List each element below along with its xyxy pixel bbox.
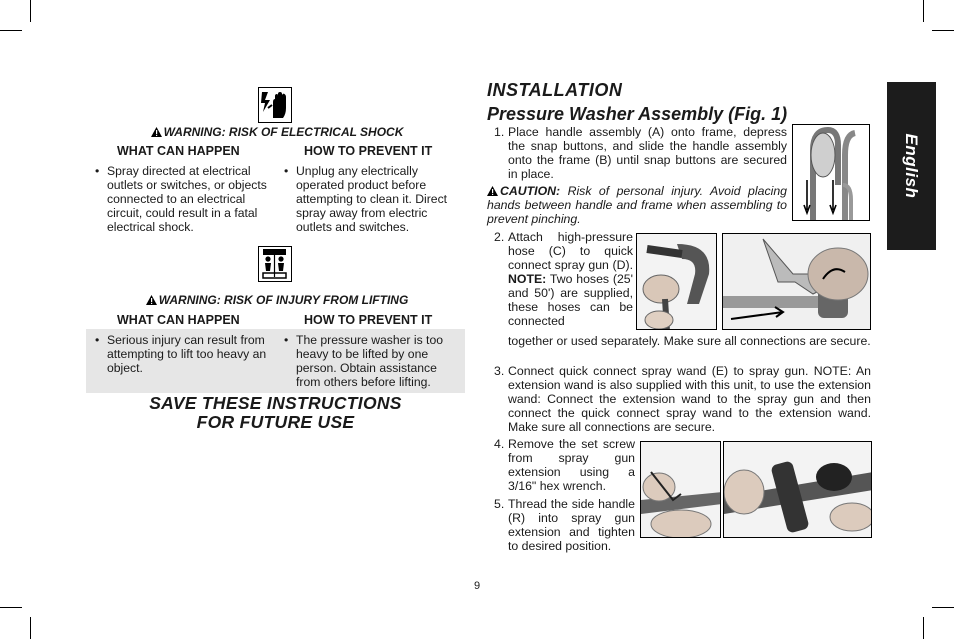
heavy-lifting-icon — [258, 246, 292, 282]
step-3: 3. Connect quick connect spray wand (E) to spray gun. NOTE: An extension wand is also supplied with this unit, to use the extension wand: Connect the extension wand to the spray gun and then connect the quick connect spray wand to the extension wand. Make sure all connections are secure. — [494, 364, 871, 434]
how-to-prevent-header: HOW TO PREVENT IT — [304, 313, 433, 327]
step-2-continued: together or used separately. Make sure all connections are secure. — [508, 334, 871, 348]
what-can-happen-header: WHAT CAN HAPPEN — [117, 313, 240, 327]
step-2: 2. Attach high-pressure hose (C) to quick connect spray gun (D). NOTE: Two hoses (25' and 50') are supplied, these hoses can be connected — [494, 230, 633, 328]
crop-mark — [923, 617, 924, 639]
electric-shock-icon — [258, 87, 292, 123]
what-can-happen-text: • Serious injury can result from attempting to lift too heavy an object. — [95, 333, 275, 375]
how-to-prevent-text: • The pressure washer is too heavy to be lifted by one person. Obtain assistance from others before lifting. — [284, 333, 462, 389]
save-instructions: SAVE THESE INSTRUCTIONS FOR FUTURE USE — [149, 393, 402, 432]
warning-triangle-icon — [151, 127, 162, 137]
warning-title-electrical: WARNING: RISK OF ELECTRICAL SHOCK — [90, 125, 464, 139]
figure-side-handle — [723, 441, 872, 538]
crop-mark — [923, 0, 924, 22]
crop-mark — [0, 30, 22, 31]
warning-triangle-icon — [146, 295, 157, 305]
warning-triangle-icon — [487, 186, 498, 196]
language-tab-label: English — [902, 133, 921, 199]
crop-mark — [0, 607, 22, 608]
crop-mark — [932, 30, 954, 31]
what-can-happen-header: WHAT CAN HAPPEN — [117, 144, 240, 158]
figure-set-screw — [640, 441, 721, 538]
crop-mark — [30, 0, 31, 22]
page-number: 9 — [473, 580, 481, 592]
how-to-prevent-header: HOW TO PREVENT IT — [304, 144, 433, 158]
step-4: 4. Remove the set screw from spray gun extension using a 3/16" hex wrench. — [494, 437, 635, 493]
caution-text: CAUTION: Risk of personal injury. Avoid placing hands between handle and frame when assembling to prevent pinching. — [487, 184, 787, 226]
step-5: 5. Thread the side handle (R) into spray gun extension and tighten to desired position. — [494, 497, 635, 553]
crop-mark — [30, 617, 31, 639]
how-to-prevent-text: • Unplug any electrically operated product before attempting to clean it. Direct spray away from electric outlets and switches. — [284, 164, 462, 234]
step-1: 1. Place handle assembly (A) onto frame, depress the snap buttons, and slide the handle assembly onto the frame (B) until snap buttons are secured in place. — [494, 125, 787, 181]
crop-mark — [932, 607, 954, 608]
installation-heading: INSTALLATION — [487, 80, 623, 100]
assembly-subheading: Pressure Washer Assembly (Fig. 1) — [487, 104, 788, 124]
figure-handle-assembly — [792, 124, 870, 221]
what-can-happen-text: • Spray directed at electrical outlets or switches, or objects connected to an electrical circuit, could result in a fatal electrical shock. — [95, 164, 280, 234]
figure-hose-spray-gun — [636, 233, 717, 330]
figure-hose-wrench — [722, 233, 871, 330]
warning-title-lifting: WARNING: RISK OF INJURY FROM LIFTING — [90, 293, 464, 307]
